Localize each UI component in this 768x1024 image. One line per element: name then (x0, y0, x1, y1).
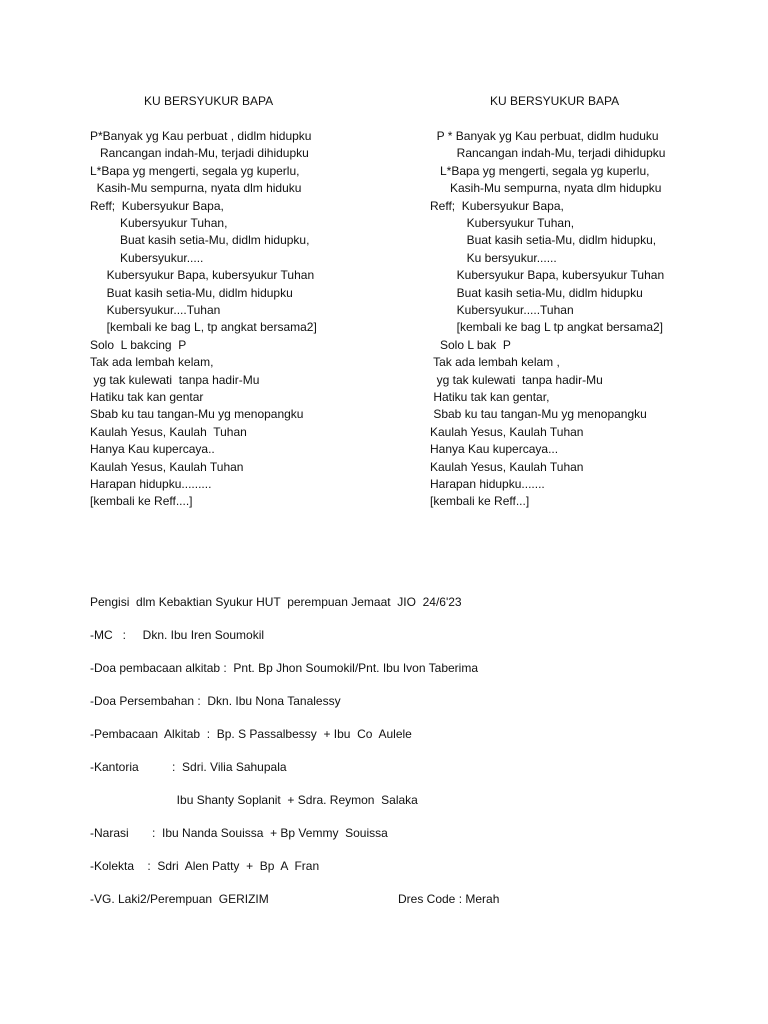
left-song-line: Buat kasih setia-Mu, didlm hidupku, (90, 233, 310, 248)
right-song-line: Harapan hidupku....... (430, 477, 545, 491)
participant-collection: -Kolekta : Sdri Alen Patty + Bp A Fran (90, 859, 320, 873)
right-song-line: yg tak kulewati tanpa hadir-Mu (430, 372, 603, 387)
dress-code: Dres Code : Merah (398, 892, 500, 906)
left-song-line: Kaulah Yesus, Kaulah Tuhan (90, 459, 244, 474)
right-song-line: Buat kasih setia-Mu, didlm hidupku (430, 285, 643, 300)
right-song-line: Kasih-Mu sempurna, nyata dlm hidupku (430, 181, 662, 196)
left-song-title: KU BERSYUKUR BAPA (144, 94, 274, 108)
left-song-line: Kubersyukur Tuhan, (90, 216, 228, 230)
right-song-line: Ku bersyukur...... (430, 250, 557, 265)
right-song-line: Rancangan indah-Mu, terjadi dihidupku (430, 146, 666, 161)
participant-offering-prayer: -Doa Persembahan : Dkn. Ibu Nona Tanalessy (90, 694, 341, 708)
right-song-line: Kubersyukur.....Tuhan (430, 303, 574, 317)
left-song-line: yg tak kulewati tanpa hadir-Mu (90, 372, 260, 387)
left-song-line: Buat kasih setia-Mu, didlm hidupku (90, 285, 293, 300)
left-song-line: Harapan hidupku......... (90, 477, 212, 491)
right-song-line: Kubersyukur Tuhan, (430, 216, 575, 230)
left-song-line: Tak ada lembah kelam, (90, 355, 214, 370)
participant-vocal-group: -VG. Laki2/Perempuan GERIZIM (90, 892, 269, 906)
right-song-line: Sbab ku tau tangan-Mu yg menopangku (430, 407, 647, 422)
right-song-line: Kaulah Yesus, Kaulah Tuhan (430, 424, 584, 439)
right-song-line: [kembali ke bag L tp angkat bersama2] (430, 320, 664, 335)
left-song-line: Hanya Kau kupercaya.. (90, 442, 215, 457)
right-song-line: L*Bapa yg mengerti, segala yg kuperlu, (430, 163, 650, 178)
left-song-line: Solo L bakcing P (90, 337, 187, 352)
participant-mc: -MC : Dkn. Ibu Iren Soumokil (90, 628, 265, 642)
left-song-line: Sbab ku tau tangan-Mu yg menopangku (90, 407, 304, 422)
service-participants-section (90, 594, 690, 914)
right-song-line: [kembali ke Reff...] (430, 494, 530, 509)
right-song-line: Kubersyukur Bapa, kubersyukur Tuhan (430, 268, 665, 283)
participant-choir-continued: Ibu Shanty Soplanit + Sdra. Reymon Salaka (90, 793, 418, 807)
right-song-line: Kaulah Yesus, Kaulah Tuhan (430, 459, 584, 474)
participants-heading: Pengisi dlm Kebaktian Syukur HUT perempuan Jemaat JIO 24/6'23 (90, 595, 462, 609)
left-song-line: Reff; Kubersyukur Bapa, (90, 198, 224, 213)
left-song-line: Kasih-Mu sempurna, nyata dlm hiduku (90, 181, 302, 196)
left-song-line: Kubersyukur..... (90, 250, 204, 265)
participant-bible-reading: -Pembacaan Alkitab : Bp. S Passalbessy + Ibu Co Aulele (90, 727, 412, 741)
right-song-line: P * Banyak yg Kau perbuat, didlm huduku (430, 129, 659, 143)
left-song-line: Hatiku tak kan gentar (90, 390, 204, 404)
participant-bible-reading-prayer: -Doa pembacaan alkitab : Pnt. Bp Jhon Soumokil/Pnt. Ibu Ivon Taberima (90, 661, 478, 675)
right-song-line: Hanya Kau kupercaya... (430, 442, 559, 457)
left-song-line: Kaulah Yesus, Kaulah Tuhan (90, 424, 247, 439)
right-song-title: KU BERSYUKUR BAPA (490, 94, 620, 108)
right-song-line: Hatiku tak kan gentar, (430, 390, 550, 404)
participant-narration: -Narasi : Ibu Nanda Souissa + Bp Vemmy Souissa (90, 826, 388, 840)
left-song-line: P*Banyak yg Kau perbuat , didlm hidupku (90, 129, 312, 143)
left-song-line: [kembali ke Reff....] (90, 494, 193, 509)
participant-choir: -Kantoria : Sdri. Vilia Sahupala (90, 760, 287, 774)
left-song-line: Rancangan indah-Mu, terjadi dihidupku (90, 146, 309, 161)
left-song-line: Kubersyukur....Tuhan (90, 303, 221, 317)
right-song-line: Solo L bak P (430, 337, 511, 352)
right-song-line: Tak ada lembah kelam , (430, 355, 560, 370)
right-song-line: Buat kasih setia-Mu, didlm hidupku, (430, 233, 657, 248)
left-song-line: L*Bapa yg mengerti, segala yg kuperlu, (90, 163, 300, 178)
left-song-line: Kubersyukur Bapa, kubersyukur Tuhan (90, 268, 315, 283)
left-song-line: [kembali ke bag L, tp angkat bersama2] (90, 320, 317, 335)
right-song-line: Reff; Kubersyukur Bapa, (430, 198, 564, 213)
